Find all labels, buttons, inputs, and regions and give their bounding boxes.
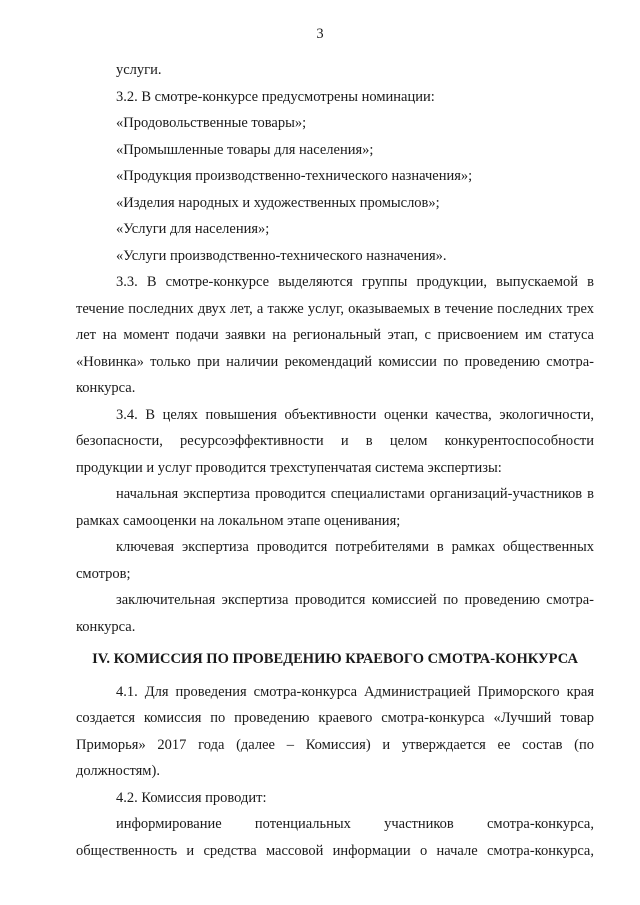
paragraph-informing: информирование потенциальных участников смотра-конкурса, общественность и средства массовой информации о начале смотра-конкурса,: [76, 816, 594, 859]
paragraph-4-1: 4.1. Для проведения смотра-конкурса Администрацией Приморского края создается комиссия по проведению краевого смотра-конкурса «Лучший товар Приморья» 2017 года (далее – Комиссия) и утверждается ее состав (по должностям).: [76, 683, 594, 779]
nomination-item: «Изделия народных и художественных промыслов»;: [116, 194, 440, 211]
nomination-item: «Услуги производственно-технического назначения».: [116, 247, 447, 264]
expertise-key: ключевая экспертиза проводится потребителями в рамках общественных смотров;: [76, 539, 594, 582]
page-number: 3: [316, 26, 324, 42]
expertise-initial: начальная экспертиза проводится специалистами организаций-участников в рамках самооценки на локальном этапе оценивания;: [76, 486, 594, 529]
paragraph-3-4: 3.4. В целях повышения объективности оценки качества, экологичности, безопасности, ресурсоэффективности и в целом конкурентоспособности продукции и услуг проводится трехступенчатая система экспертизы:: [76, 406, 594, 476]
paragraph-uslugi: услуги.: [116, 62, 162, 78]
nomination-item: «Услуги для населения»;: [116, 221, 270, 237]
expertise-final: заключительная экспертиза проводится комиссией по проведению смотра-конкурса.: [76, 592, 594, 635]
nomination-item: «Продовольственные товары»;: [116, 115, 307, 131]
document-body: [76, 57, 594, 864]
section-heading-iv: IV. КОМИССИЯ ПО ПРОВЕДЕНИЮ КРАЕВОГО СМОТРА-КОНКУРСА: [92, 651, 578, 667]
nomination-item: «Продукция производственно-технического назначения»;: [116, 168, 473, 184]
paragraph-3-3: 3.3. В смотре-конкурсе выделяются группы продукции, выпускаемой в течение последних двух лет, а также услуг, оказываемых в течение последних трех лет на момент подачи заявки на региональный этап, с присвоением им статуса «Новинка» только при наличии рекомендаций комиссии по проведению смотра-конкурса.: [76, 274, 594, 396]
paragraph-4-2: 4.2. Комиссия проводит:: [116, 789, 267, 806]
nomination-item: «Промышленные товары для населения»;: [116, 141, 374, 158]
paragraph-3-2: 3.2. В смотре-конкурсе предусмотрены номинации:: [116, 88, 435, 105]
